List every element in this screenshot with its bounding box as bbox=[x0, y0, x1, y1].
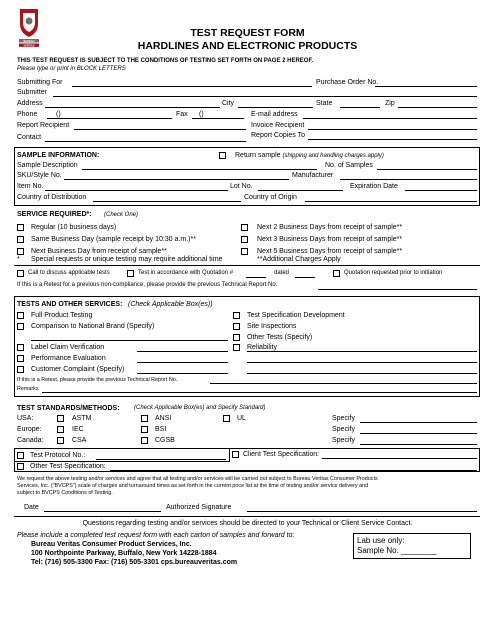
country-distribution-field[interactable] bbox=[93, 201, 241, 202]
performance-checkbox[interactable] bbox=[17, 355, 24, 362]
service-heading: SERVICE REQUIRED*: bbox=[17, 211, 92, 218]
bsi-label: BSI bbox=[155, 426, 167, 433]
label-claim-checkbox[interactable] bbox=[17, 344, 24, 351]
phone-label: Phone bbox=[17, 111, 38, 118]
protocol-label: Test Protocol No.: bbox=[30, 452, 86, 459]
service-footnote-2: **Additional Charges Apply bbox=[257, 256, 341, 263]
europe-specify-field[interactable] bbox=[360, 433, 477, 434]
conditions-text: THIS TEST REQUEST IS SUBJECT TO THE CONDITIONS OF TESTING SET FORTH ON PAGE 2 HEREOF. bbox=[17, 58, 314, 64]
manufacturer-label: Manufacturer bbox=[292, 172, 334, 179]
num-samples-label: No. of Samples bbox=[325, 162, 373, 169]
company-address: 100 Northpointe Parkway, Buffalo, New York 14228-1884 bbox=[31, 550, 217, 557]
ansi-label: ANSI bbox=[155, 415, 172, 422]
sample-description-label: Sample Description bbox=[17, 162, 78, 169]
submitting-for-label: Submitting For bbox=[17, 79, 63, 86]
fax-parens: () bbox=[199, 111, 204, 118]
state-field[interactable] bbox=[340, 107, 380, 108]
service-regular-checkbox[interactable] bbox=[17, 224, 24, 231]
return-sample-checkbox[interactable] bbox=[219, 152, 226, 159]
invoice-recipient-field[interactable] bbox=[308, 129, 477, 130]
city-field[interactable] bbox=[238, 107, 313, 108]
service-next-3-checkbox[interactable] bbox=[241, 236, 248, 243]
client-spec-checkbox[interactable] bbox=[232, 451, 239, 458]
service-next-day-label: Next Business Day from receipt of sample** bbox=[31, 248, 167, 255]
divider bbox=[14, 265, 480, 266]
signature-field[interactable] bbox=[247, 511, 477, 512]
expiration-label: Expiration Date bbox=[350, 183, 398, 190]
spec-development-label: Test Specification Development bbox=[247, 312, 345, 319]
lab-use-label: Lab use only: bbox=[357, 536, 405, 545]
item-no-field[interactable] bbox=[45, 190, 228, 191]
report-copies-field[interactable] bbox=[308, 139, 477, 140]
canada-specify-field[interactable] bbox=[360, 444, 477, 445]
service-next-3-label: Next 3 Business Days from receipt of sample** bbox=[257, 236, 403, 243]
quotation-prior-checkbox[interactable] bbox=[333, 270, 340, 277]
other-spec-checkbox[interactable] bbox=[17, 463, 24, 470]
sample-no-label: Sample No. ________ bbox=[357, 546, 437, 555]
service-next-5-checkbox[interactable] bbox=[241, 248, 248, 255]
manufacturer-field[interactable] bbox=[340, 179, 477, 180]
csa-label: CSA bbox=[72, 437, 87, 444]
tests-check-note: (Check Applicable Box(es)) bbox=[128, 301, 213, 308]
sample-info-heading: SAMPLE INFORMATION: bbox=[17, 152, 100, 159]
csa-checkbox[interactable] bbox=[57, 437, 64, 444]
service-next-2-checkbox[interactable] bbox=[241, 224, 248, 231]
service-next-day-checkbox[interactable] bbox=[17, 248, 24, 255]
country-origin-field[interactable] bbox=[305, 201, 477, 202]
date-label: Date bbox=[24, 504, 39, 511]
retest-report-field[interactable] bbox=[318, 289, 477, 290]
label-claim-field[interactable] bbox=[137, 351, 228, 352]
service-same-day-label: Same Business Day (sample receipt by 10:30 a.m.)** bbox=[31, 236, 196, 243]
ansi-checkbox[interactable] bbox=[141, 415, 148, 422]
num-samples-field[interactable] bbox=[377, 169, 477, 170]
state-label: State bbox=[316, 100, 333, 107]
iec-checkbox[interactable] bbox=[57, 426, 64, 433]
submitter-field[interactable] bbox=[53, 96, 477, 97]
standards-heading: TEST STANDARDS/METHODS: bbox=[17, 405, 120, 412]
lot-no-label: Lot No. bbox=[230, 183, 253, 190]
usa-specify-label: Specify bbox=[332, 415, 355, 422]
site-inspections-label: Site Inspections bbox=[247, 323, 297, 330]
reliability-label: Reliability bbox=[247, 344, 277, 351]
client-spec-field[interactable] bbox=[322, 458, 477, 459]
phone-parens: () bbox=[56, 111, 61, 118]
return-sample-label: Return sample (shipping and handling charges apply) bbox=[235, 152, 384, 159]
call-discuss-label: Call to discuss applicable tests bbox=[28, 270, 110, 276]
print-note: Please type or print in BLOCK LETTERS bbox=[17, 66, 126, 72]
expiration-field[interactable] bbox=[405, 190, 477, 191]
other-tests-label: Other Tests (Specify) bbox=[247, 334, 313, 341]
call-discuss-checkbox[interactable] bbox=[17, 270, 24, 277]
logo-word-1: BUREAU bbox=[23, 39, 35, 43]
email-label: E-mail address bbox=[251, 111, 298, 118]
signature-label: Authorized Signature bbox=[166, 504, 232, 511]
astm-checkbox[interactable] bbox=[57, 415, 64, 422]
purchase-order-field[interactable] bbox=[375, 86, 477, 87]
address-field[interactable] bbox=[45, 107, 220, 108]
performance-field[interactable] bbox=[137, 362, 228, 363]
report-copies-label: Report Copies To bbox=[251, 132, 305, 139]
cgsb-label: CGSB bbox=[155, 437, 175, 444]
company-contact: Tel: (716) 505-3300 Fax: (716) 505-3301 cps.bureauveritas.com bbox=[31, 559, 238, 566]
form-title: TEST REQUEST FORM bbox=[190, 27, 305, 39]
questions-note: Questions regarding testing and/or services should be directed to your Technical or Client Service Contact. bbox=[82, 520, 413, 527]
fax-label: Fax bbox=[176, 111, 188, 118]
standards-note: (Check Applicable Box(es) and Specify Standard) bbox=[134, 405, 266, 411]
complaint-label: Customer Complaint (Specify) bbox=[31, 366, 125, 373]
tests-retest-field[interactable] bbox=[210, 383, 477, 384]
phone-field[interactable] bbox=[47, 118, 172, 119]
protocol-divider bbox=[229, 449, 230, 461]
item-no-label: Item No. bbox=[17, 183, 44, 190]
reliability-field-2[interactable] bbox=[247, 373, 477, 374]
service-footnote-1: Special requests or unique testing may require additional time bbox=[31, 256, 223, 263]
reliability-checkbox[interactable] bbox=[233, 344, 240, 351]
sku-field[interactable] bbox=[64, 179, 289, 180]
comparison-field[interactable] bbox=[31, 340, 228, 341]
canada-label: Canada: bbox=[17, 437, 44, 444]
protocol-checkbox[interactable] bbox=[17, 452, 24, 459]
agreement-line-2: Services, Inc. ("BVCPS") scale of charges and turnaround times as set forth in the current price list at the time of testing and/or service delivery and bbox=[17, 483, 369, 489]
other-tests-checkbox[interactable] bbox=[233, 334, 240, 341]
contact-label: Contact bbox=[17, 134, 42, 141]
purchase-order-label: Purchase Order No. bbox=[316, 79, 379, 86]
comparison-checkbox[interactable] bbox=[17, 323, 24, 330]
service-regular-label: Regular (10 business days) bbox=[31, 224, 117, 231]
dated-label: dated bbox=[274, 270, 290, 276]
reliability-field-1[interactable] bbox=[247, 362, 477, 363]
remarks-label: Remarks bbox=[17, 386, 39, 392]
ul-label: UL bbox=[237, 415, 246, 422]
sample-description-field[interactable] bbox=[82, 169, 317, 170]
remarks-field[interactable] bbox=[42, 392, 477, 393]
usa-specify-field[interactable] bbox=[360, 422, 477, 423]
spec-development-checkbox[interactable] bbox=[233, 312, 240, 319]
complaint-field[interactable] bbox=[137, 373, 228, 374]
date-field[interactable] bbox=[44, 511, 161, 512]
company-name: Bureau Veritas Consumer Product Services, Inc. bbox=[31, 541, 192, 548]
quotation-label: Test in accordance with Quotation # bbox=[138, 270, 234, 276]
zip-field[interactable] bbox=[398, 107, 477, 108]
complaint-checkbox[interactable] bbox=[17, 366, 24, 373]
sku-label: SKU/Style No. bbox=[17, 172, 62, 179]
service-next-5-label: Next 5 Business Days from receipt of sample** bbox=[257, 248, 403, 255]
agreement-line-1: We request the above testing and/or services and agree that all testing and/or services will be carried out subject to Bureau Veritas Consumer Products bbox=[17, 476, 378, 482]
usa-label: USA: bbox=[17, 415, 34, 422]
performance-label: Performance Evaluation bbox=[31, 355, 106, 362]
tests-retest-note: If this is a Retest, please provide the previous Technical Report No. bbox=[17, 377, 178, 383]
fax-field[interactable] bbox=[192, 118, 244, 119]
iec-label: IEC bbox=[72, 426, 84, 433]
zip-label: Zip bbox=[385, 100, 395, 107]
form-subtitle: HARDLINES AND ELECTRONIC PRODUCTS bbox=[137, 40, 358, 52]
service-next-2-label: Next 2 Business Days from receipt of sample** bbox=[257, 224, 403, 231]
site-inspections-checkbox[interactable] bbox=[233, 323, 240, 330]
quotation-checkbox[interactable] bbox=[127, 270, 134, 277]
submitter-label: Submitter bbox=[17, 89, 47, 96]
bsi-checkbox[interactable] bbox=[141, 426, 148, 433]
report-recipient-field[interactable] bbox=[74, 129, 246, 130]
tests-heading: TESTS AND OTHER SERVICES: bbox=[17, 301, 123, 308]
invoice-recipient-label: Invoice Recipient bbox=[251, 122, 305, 129]
address-label: Address bbox=[17, 100, 43, 107]
protocol-field[interactable] bbox=[96, 459, 226, 460]
lot-no-field[interactable] bbox=[258, 190, 343, 191]
include-note: Please include a completed test request form with each carton of samples and forward to: bbox=[17, 532, 295, 539]
other-spec-label: Other Test Specification: bbox=[30, 463, 106, 470]
submitting-for-field[interactable] bbox=[72, 86, 312, 87]
full-testing-checkbox[interactable] bbox=[17, 312, 24, 319]
city-label: City bbox=[222, 100, 235, 107]
cgsb-checkbox[interactable] bbox=[141, 437, 148, 444]
comparison-label: Comparison to National Brand (Specify) bbox=[31, 323, 155, 330]
country-origin-label: Country of Origin bbox=[244, 194, 297, 201]
full-testing-label: Full Product Testing bbox=[31, 312, 93, 319]
footnote-star: * bbox=[17, 256, 20, 263]
email-field[interactable] bbox=[303, 118, 477, 119]
report-recipient-label: Report Recipient bbox=[17, 122, 70, 129]
astm-label: ASTM bbox=[72, 415, 92, 422]
ul-checkbox[interactable] bbox=[223, 415, 230, 422]
logo-word-2: VERITAS bbox=[23, 44, 35, 48]
canada-specify-label: Specify bbox=[332, 437, 355, 444]
retest-note: If this is a Retest for a previous non-compliance, please provide the previous Technical Report No. bbox=[17, 282, 278, 288]
protocol-inner-divider bbox=[14, 461, 230, 462]
other-tests-field[interactable] bbox=[247, 351, 477, 352]
service-check-one: (Check One) bbox=[104, 212, 139, 218]
other-spec-field[interactable] bbox=[110, 470, 477, 471]
country-distribution-label: Country of Distribution bbox=[17, 194, 87, 201]
client-spec-label: Client Test Specification: bbox=[243, 451, 320, 458]
contact-field[interactable] bbox=[45, 141, 246, 142]
footer-divider bbox=[14, 516, 480, 517]
quotation-prior-label: Quotation requested prior to initiation bbox=[344, 270, 443, 276]
agreement-line-3: subject to BVCPS Conditions of Testing. bbox=[17, 490, 113, 496]
label-claim-label: Label Claim Verification bbox=[31, 344, 105, 351]
dated-field[interactable] bbox=[295, 277, 315, 278]
quotation-number-field[interactable] bbox=[246, 277, 266, 278]
europe-specify-label: Specify bbox=[332, 426, 355, 433]
service-same-day-checkbox[interactable] bbox=[17, 236, 24, 243]
europe-label: Europe: bbox=[17, 426, 42, 433]
